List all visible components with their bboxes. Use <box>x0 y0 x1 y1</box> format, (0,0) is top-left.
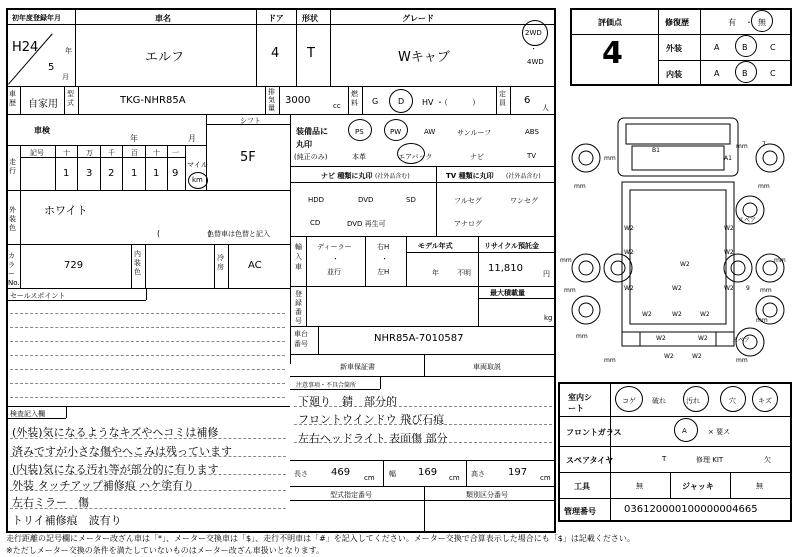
inspector-line-4: 外装 タッチアップ補修痕 ハケ塗有り <box>12 479 195 492</box>
svg-text:W2: W2 <box>698 335 708 342</box>
svg-text:mm: mm <box>756 317 768 324</box>
svg-text:W2: W2 <box>642 311 652 318</box>
svg-text:スペア: スペア <box>738 217 757 224</box>
exterior-label: 外装 <box>666 44 682 53</box>
inspector-line-1: (外装)気になるようなキズやヘコミは補修 <box>12 426 219 439</box>
inspector-line-5: 左右ミラー 傷 <box>12 496 89 509</box>
svg-text:W2: W2 <box>680 261 690 268</box>
height-label: 高さ <box>471 470 485 478</box>
digit-1: 3 <box>86 168 93 179</box>
model: TKG-NHR85A <box>120 95 186 106</box>
svg-text:W2: W2 <box>672 311 682 318</box>
svg-text:スペア: スペア <box>732 337 751 344</box>
equip-abs: ABS <box>525 128 539 136</box>
svg-text:W2: W2 <box>656 335 666 342</box>
class-number-label: 類別区分番号 <box>466 491 508 499</box>
digit-h4: 十 <box>153 149 160 157</box>
recycle-label: リサイクル預託金 <box>484 242 540 250</box>
drive-2wd: 2WD <box>525 29 542 37</box>
import-dealer: ディーラー <box>317 243 352 251</box>
digit-0: 1 <box>63 168 70 179</box>
svg-text:mm: mm <box>564 287 576 294</box>
exterior-b: B <box>742 43 748 52</box>
width-label: 幅 <box>389 470 396 478</box>
person-unit: 人 <box>542 104 549 112</box>
equip-label-2: 丸印 <box>296 140 312 149</box>
digit-4: 1 <box>153 168 160 179</box>
inspector-label: 検査記入欄 <box>10 410 45 418</box>
tv-analog: アナログ <box>454 220 482 228</box>
repair-dot: ・ <box>745 18 753 27</box>
digit-3: 1 <box>131 168 138 179</box>
width: 169 <box>418 467 438 478</box>
mgmt-value: 036120000100000004665 <box>624 504 758 515</box>
color-paren: ( ) <box>157 229 212 238</box>
drive-dot: ・ <box>530 45 537 53</box>
svg-text:W2: W2 <box>724 225 734 232</box>
length: 469 <box>331 467 351 478</box>
digit-h1: 万 <box>86 149 93 157</box>
import-parallel: 並行 <box>327 268 341 276</box>
svg-text:mm: mm <box>560 257 572 264</box>
svg-text:W2: W2 <box>672 285 682 292</box>
usage: 自家用 <box>28 99 58 110</box>
equip-label-3: (純正のみ) <box>294 153 328 161</box>
displacement-label: 排気量 <box>268 88 275 112</box>
door-label: ドア <box>268 14 284 23</box>
tools-value: 無 <box>636 482 643 490</box>
notes-line-2: フロントウインドウ 飛び石痕 <box>298 413 445 426</box>
svg-text:W2: W2 <box>724 249 734 256</box>
import-label: 輸入車 <box>295 243 302 271</box>
digit-h3: 百 <box>131 149 138 157</box>
equip-aw: AW <box>424 128 436 136</box>
digit-h0: 十 <box>63 149 70 157</box>
seat-scratch: キズ <box>758 397 772 405</box>
model-year-unknown: 不明 <box>457 269 471 277</box>
equip-airbag: エアバック <box>398 153 433 161</box>
digit-h2: 千 <box>108 149 115 157</box>
svg-text:B1: B1 <box>652 147 660 154</box>
svg-text:7: 7 <box>762 141 766 148</box>
tv-oneseg: ワンセグ <box>510 197 538 205</box>
shift-value: 5F <box>240 150 256 165</box>
shift-label: シフト <box>240 117 261 125</box>
seat-koge-circle <box>615 386 643 412</box>
chassis-value: NHR85A-7010587 <box>374 333 464 344</box>
spare-kit: 修理 KIT <box>696 456 724 464</box>
inspector-line-3: (内装)気になる汚れ等が部分的に有ります <box>12 463 219 476</box>
mile-label: マイル <box>187 161 208 169</box>
interior-b: B <box>742 69 748 78</box>
new-car-warranty: 新車保証書 <box>340 363 375 371</box>
sales-point-label: セールスポイント <box>10 292 66 300</box>
equip-tv: TV <box>527 152 537 160</box>
tv-fullseg: フルセグ <box>454 197 482 205</box>
navi-sd: SD <box>406 196 416 204</box>
exterior-a: A <box>714 43 720 52</box>
navi-dvd-play: DVD 再生可 <box>347 220 386 228</box>
equip-navi: ナビ <box>470 153 484 161</box>
length-label: 長さ <box>294 470 308 478</box>
svg-text:W2: W2 <box>624 225 634 232</box>
first-reg-label: 初年度登録年月 <box>12 14 61 22</box>
length-cm: cm <box>364 474 375 482</box>
tv-title: TV 種類に丸印 <box>446 172 494 180</box>
import-dot: ・ <box>332 255 339 263</box>
color-note: 色替車は色替と記入 <box>207 230 270 238</box>
equip-pw: PW <box>390 128 402 136</box>
ac-label: 冷房 <box>217 254 224 271</box>
shaken-year-unit: 年 <box>130 134 138 143</box>
width-cm: cm <box>449 474 460 482</box>
displacement: 3000 <box>285 95 311 106</box>
fuel-label: 燃料 <box>351 90 358 107</box>
shaken-month-unit: 月 <box>188 134 196 143</box>
svg-text:mm: mm <box>604 357 616 364</box>
height-cm: cm <box>540 474 551 482</box>
damage-diagram <box>560 110 796 372</box>
doors: 4 <box>271 46 280 61</box>
model-year-unit: 年 <box>432 269 439 277</box>
jack-value: 無 <box>756 482 763 490</box>
km: km <box>192 176 203 184</box>
drive-4wd: 4WD <box>527 58 544 66</box>
vehicle-manual: 車両取説 <box>473 363 501 371</box>
import-right-h: 右H <box>377 243 390 251</box>
notes-label: 注意事項・不具合箇所 <box>296 382 357 389</box>
equip-pw-circle <box>384 119 408 141</box>
tv-title-note: (社外品含む) <box>506 173 541 180</box>
svg-text:W2: W2 <box>692 353 702 360</box>
svg-text:W2: W2 <box>700 311 710 318</box>
svg-text:mm: mm <box>574 183 586 190</box>
navi-title: ナビ 種類に丸印 <box>321 172 373 180</box>
interior-c: C <box>770 69 776 78</box>
spare-label: スペアタイヤ <box>566 456 614 465</box>
seat-scratch-circle <box>752 386 778 412</box>
navi-hdd: HDD <box>308 196 325 204</box>
svg-text:W2: W2 <box>624 249 634 256</box>
svg-text:mm: mm <box>760 287 772 294</box>
interior-label: 内装 <box>666 70 682 79</box>
tools-label: 工具 <box>574 482 590 491</box>
jack-label: ジャッキ <box>682 482 714 491</box>
glass-label: フロントガラス <box>566 428 622 437</box>
repair-yes: 有 <box>728 18 736 27</box>
capacity: 6 <box>524 95 531 106</box>
color-no: 729 <box>64 260 84 271</box>
model-label: 型式 <box>67 90 74 107</box>
mgmt-label: 管理番号 <box>564 507 596 516</box>
ac: AC <box>248 260 262 271</box>
svg-text:mm: mm <box>758 183 770 190</box>
color-value: ホワイト <box>44 204 88 217</box>
interior-color-label: 内装色 <box>134 250 141 276</box>
digit-header-label: 記号 <box>30 149 44 157</box>
seat-stain-circle <box>683 386 709 412</box>
shape: T <box>307 46 315 61</box>
reg-year-unit: 年 <box>65 47 72 55</box>
reg-no-label: 登録番号 <box>295 290 302 325</box>
fuel-d-circle <box>389 89 413 113</box>
inspector-line-2: 済みですが小さな傷やへこみは残っています <box>12 445 232 458</box>
seat-stain: 汚れ <box>686 397 700 405</box>
reg-month-unit: 月 <box>62 73 69 81</box>
car-name: エルフ <box>145 50 185 65</box>
car-name-label: 車名 <box>155 14 171 23</box>
navi-title-note: (社外品含む) <box>375 173 410 180</box>
svg-text:mm: mm <box>604 155 616 162</box>
model-year-label: モデル年式 <box>418 242 453 250</box>
shape-label: 形状 <box>302 14 318 23</box>
seat-koge: コゲ <box>622 397 636 405</box>
capacity-label: 定員 <box>499 90 506 107</box>
repair-no-circle <box>751 10 773 32</box>
spare-t: T <box>662 455 667 463</box>
svg-text:W2: W2 <box>664 353 674 360</box>
glass-a-circle <box>674 418 698 442</box>
equip-label-1: 装備品に <box>296 127 328 136</box>
import-dot-2: ・ <box>381 255 388 263</box>
max-load-unit: kg <box>544 314 553 322</box>
height: 197 <box>508 467 528 478</box>
svg-text:W2: W2 <box>724 285 734 292</box>
svg-text:W2: W2 <box>624 285 634 292</box>
seat-hole-circle <box>720 386 746 412</box>
svg-text:9: 9 <box>746 285 750 292</box>
notes-line-1: 下廻り 錆 部分的 <box>298 395 397 408</box>
spare-missing: 欠 <box>764 456 771 464</box>
svg-text:mm: mm <box>576 333 588 340</box>
fuel-hv: HV ・（ ） <box>422 98 481 107</box>
repair-label: 修復歴 <box>665 18 689 27</box>
seat-hole: 穴 <box>729 397 736 405</box>
glass-x: × 要ス <box>708 428 731 436</box>
navi-dvd: DVD <box>358 196 374 204</box>
grade: Wキャブ <box>398 50 450 65</box>
fuel-g: G <box>372 97 379 106</box>
svg-text:mm: mm <box>736 143 748 150</box>
equip-sunroof: サンルーフ <box>457 129 492 137</box>
equip-leather: 本革 <box>352 153 366 161</box>
color-label: 外装色 <box>9 206 16 232</box>
seat-tear: 破れ <box>652 397 666 405</box>
type-designation-label: 型式指定番号 <box>330 491 372 499</box>
footer-line-1: 走行距離の記号欄にメーター改ざん車は「*」、メーター交換車は「$」、走行不明車は「#」を記入してください。メーター交換で合算表示した場合にも「$」は記載ください。 <box>6 534 635 543</box>
import-left-h: 左H <box>377 268 390 276</box>
svg-text:mm: mm <box>736 357 748 364</box>
digit-2: 2 <box>108 168 115 179</box>
cc: cc <box>333 102 341 110</box>
equip-ps-circle <box>348 119 372 141</box>
inspector-line-6: トリイ補修痕 波有り <box>12 514 122 527</box>
max-load-label: 最大積載量 <box>490 289 525 297</box>
digit-h5: 一 <box>172 149 179 157</box>
grade-label: グレード <box>402 14 434 23</box>
reg-era: H24 <box>12 40 39 55</box>
shaken-label: 車検 <box>34 126 50 135</box>
equip-airbag-circle <box>397 143 425 164</box>
glass-mark: A <box>682 427 687 435</box>
chassis-label: 車台番号 <box>294 330 308 348</box>
interior-a: A <box>714 69 720 78</box>
score-label: 評価点 <box>598 18 622 27</box>
mileage-label: 走行 <box>9 158 16 175</box>
seat-label: 室内シート <box>568 393 592 413</box>
notes-line-3: 左右ヘッドライト 表面傷 部分 <box>298 432 448 445</box>
fuel-d: D <box>398 97 405 106</box>
exterior-c: C <box>770 43 776 52</box>
interior-b-circle <box>735 61 757 83</box>
score-value: 4 <box>602 36 623 71</box>
usage-label: 車歴 <box>9 90 16 107</box>
recycle-unit: 円 <box>543 270 550 278</box>
reg-month: 5 <box>48 62 55 73</box>
svg-text:mm: mm <box>774 257 786 264</box>
recycle-value: 11,810 <box>488 263 523 274</box>
equip-ps: PS <box>355 128 364 136</box>
repair-no: 無 <box>758 18 766 27</box>
digit-5: 9 <box>172 168 179 179</box>
color-no-label: カラーNo. <box>8 252 20 287</box>
exterior-b-circle <box>735 35 757 57</box>
footer-line-2: ※ただしメーター交換の条件を満たしていないものはメーター改ざん車扱いとなります。 <box>6 546 325 555</box>
navi-cd: CD <box>310 219 321 227</box>
svg-text:A1: A1 <box>724 155 732 162</box>
